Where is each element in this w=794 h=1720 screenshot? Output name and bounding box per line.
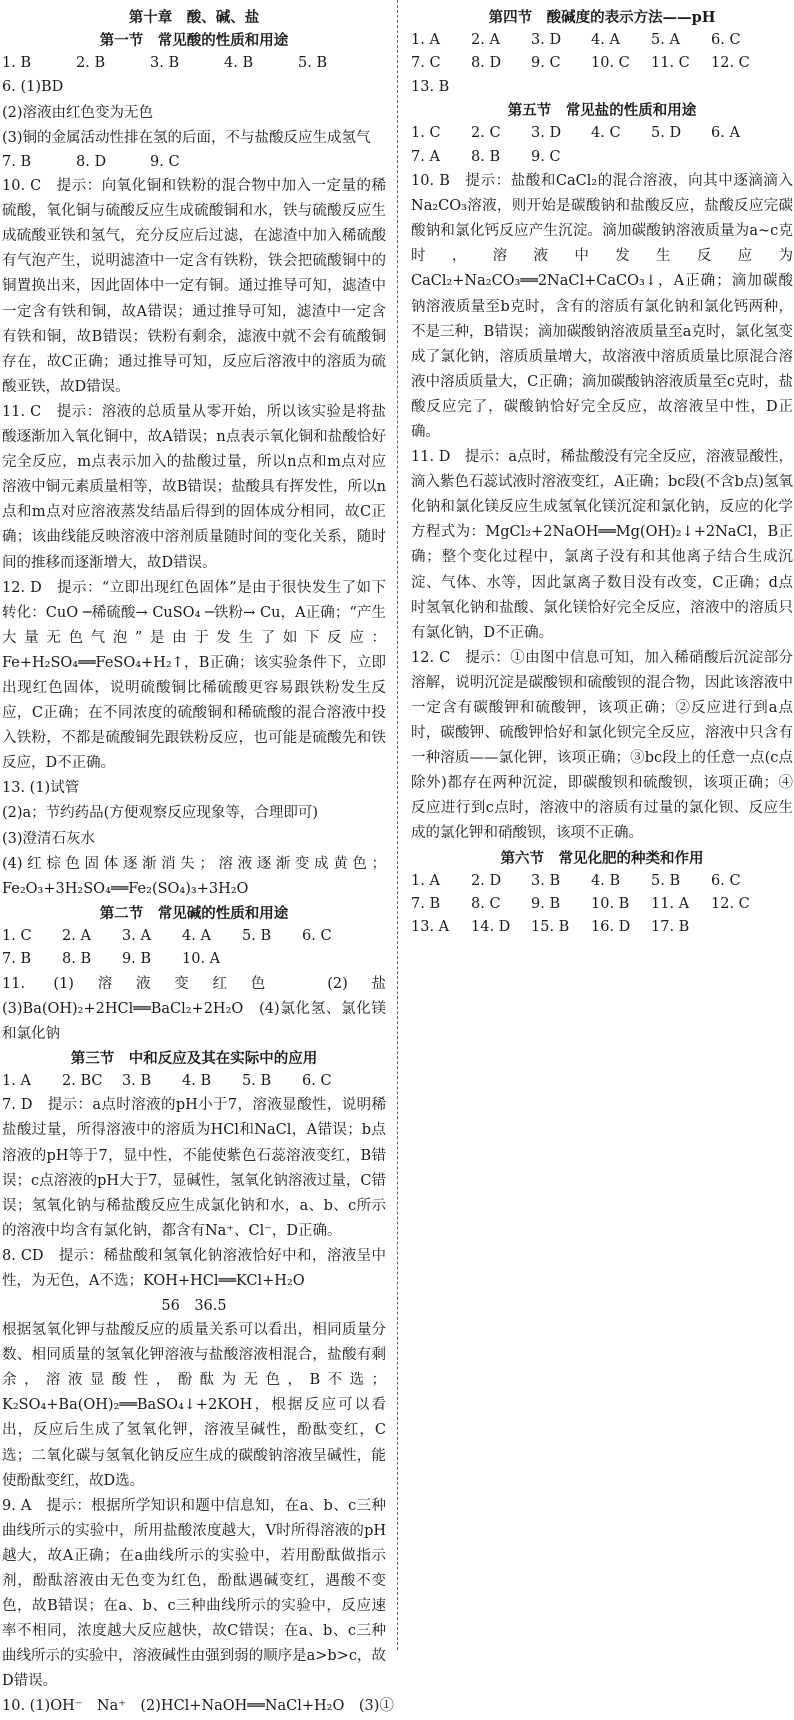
answer-item: 7. B [2,153,32,170]
answer-row [411,52,793,75]
answer-row [411,29,793,52]
answer-item: 9. B [122,951,152,968]
answer-item: 6. C [711,872,741,889]
answer-line: 6. (1)BD [2,79,64,96]
formula-mass-line: 56 36.5 [161,1298,227,1315]
section-heading: 第一节 常见酸的性质和用途 [99,32,289,49]
answer-row [411,122,793,145]
answer-item: 7. C [411,55,441,72]
answer-item: 5. B [242,1072,272,1089]
answer-paragraph: 10. B 提示：盐酸和CaCl₂的混合溶液，向其中逐滴滴入Na₂CO₃溶液，则开始是碳酸钠和盐酸反应，盐酸反应完碳酸钠和氯化钙反应产生沉淀。滴加碳酸钠溶液质量为a~c克时，溶液中发生反应为CaCl₂+Na₂CO₃══2NaCl+CaCO₃↓，A正确；滴加碳酸钠溶液质量至b克时，含有的溶质有氯化钠和氯化钙两种，不是三种，B错误；滴加碳酸钠溶液质量至a克时，氯化氢变成了氯化钠，溶质质量增大，故溶液中溶质质量比原混合溶液中溶质质量大，C正确；滴加碳酸钠溶液质量至c克时，盐酸反应完了，碳酸钠恰好完全反应，故溶液呈中性，D正确。 [411,173,793,440]
column-divider [397,0,398,1650]
answer-item: 4. B [182,1072,212,1089]
answer-item: 6. C [302,1072,332,1089]
answer-item: 2. BC [62,1072,103,1089]
answer-item: 1. B [2,55,32,71]
answer-item: 10. B [591,895,630,912]
answer-item: 2. C [471,125,501,142]
answer-item: 2. A [471,32,500,48]
answer-item: 13. A [411,919,450,936]
answer-row [411,146,793,169]
answer-line: (3)澄清石灰水 [2,830,96,847]
answer-item: 15. B [531,919,570,936]
answer-item: 3. B [150,55,180,71]
answer-item: 4. B [224,55,254,71]
answer-paragraph: 10. C 提示：向氧化铜和铁粉的混合物中加入一定量的稀硫酸，氧化铜与硫酸反应生成硫酸铜和水，铁与硫酸反应生成硫酸亚铁和氢气，充分反应后过滤，在滤渣中加入稀硫酸有气泡产生，说明滤渣中一定含有铁粉，铁会把硫酸铜中的铜置换出来，因此固体中一定有铜。通过推导可知，滤渣中一定含有铁和铜，故A错误；通过推导可知，滤渣中一定含有铁和铜，故B错误；铁粉有剩余，滤液中就不会有硫酸铜存在，故C正确；通过推导可知，反应后溶液中的溶质为硫酸亚铁，故D错误。 [2,178,386,395]
answer-paragraph: (4)红棕色固体逐渐消失；溶液逐渐变成黄色；Fe₂O₃+3H₂SO₄══Fe₂(SO₄)₃+3H₂O [2,855,386,897]
answer-item: 2. D [471,872,502,889]
answer-item: 5. D [651,125,682,142]
answer-item: 9. C [531,148,561,165]
answer-paragraph: 11. (1)溶液变红色 (2)盐 (3)Ba(OH)₂+2HCl══BaCl₂+2H₂O (4)氯化氢、氯化镁和氯化钠 [2,975,401,1042]
answer-item: 16. D [591,919,631,936]
answer-item: 1. C [411,125,441,142]
answer-item: 6. A [711,125,740,142]
answer-item: 8. C [471,895,501,912]
section-heading: 第五节 常见盐的性质和用途 [507,102,697,120]
answer-item: 4. B [591,872,621,889]
section-heading: 第二节 常见碱的性质和用途 [99,904,289,922]
left-column [2,6,401,1720]
answer-item: 10. A [182,951,221,968]
answer-item: 8. D [471,55,502,72]
answer-item: 5. B [242,927,272,944]
answer-item: 10. C [591,55,630,72]
answer-item: 4. A [182,927,211,944]
answer-item: 7. B [411,895,441,912]
answer-line: 10. (1)OH⁻ Na⁺ (2)HCl+NaOH══NaCl+H₂O (3)① [2,1698,394,1715]
answer-item: 3. A [122,927,151,944]
answer-item: 1. A [411,872,440,889]
answer-item: 8. D [76,153,107,170]
answer-paragraph: 9. A 提示：根据所学知识和题中信息知，在a、b、c三种曲线所示的实验中，所用盐酸浓度越大，V时所得溶液的pH越大，故A正确；在a曲线所示的实验中，若用酚酞做指示剂，酚酞溶液由无色变为红色，酚酞遇碱变红，遇酸不变色，故B错误；在a、b、c三种曲线所示的实验中，反应速率不相同，浓度越大反应越快，故C错误；在a、b、c三种曲线所示的实验中，溶液碱性由强到弱的顺序是a>b>c，故D错误。 [2,1497,386,1690]
answer-item: 17. B [651,919,690,936]
answer-row [2,948,386,971]
answer-row [411,893,793,916]
answer-item: 2. B [76,55,106,71]
answer-item: 3. B [531,872,561,889]
answer-paragraph: 7. D 提示：a点时溶液的pH小于7，溶液显酸性，说明稀盐酸过量，所得溶液中的溶质为HCl和NaCl，A错误；b点溶液的pH等于7，显中性，不能使紫色石蕊溶液变红，B错误；c点溶液的pH大于7，显碱性，氢氧化钠溶液过量，C错误；氢氧化钠与稀盐酸反应生成氯化钠和水，a、b、c所示的溶液中均含有氯化钠，都含有Na⁺、Cl⁻，D正确。 [2,1097,386,1239]
answer-row [411,76,793,99]
right-column [411,6,793,940]
answer-item: 4. A [591,32,620,48]
answer-item: 9. B [531,895,561,912]
answer-item: 8. B [62,951,92,968]
answer-item: 1. A [411,32,440,48]
answer-item: 5. B [298,55,328,71]
answer-item: 9. C [531,55,561,72]
answer-line: (2)a；节约药品(方便观察反应现象等，合理即可) [2,805,318,822]
answer-paragraph: 8. CD 提示：稀盐酸和氢氧化钠溶液恰好中和，溶液呈中性，为无色，A不选；KOH+HCl══KCl+H₂O [2,1247,386,1289]
answer-item: 12. C [711,55,750,72]
section-heading: 第六节 常见化肥的种类和作用 [500,849,704,867]
answer-item: 6. C [302,927,332,944]
answer-item: 12. C [711,895,750,912]
section-heading: 第四节 酸碱度的表示方法——pH [488,9,716,26]
answer-item: 13. B [411,78,450,95]
answer-paragraph: 11. D 提示：a点时，稀盐酸没有完全反应，溶液显酸性，滴入紫色石蕊试液时溶液变红，A正确；bc段(不含b点)氢氧化钠和氯化镁反应生成氢氧化镁沉淀和氯化钠，反应的化学方程式为：MgCl₂+2NaOH══Mg(OH)₂↓+2NaCl，B正确；整个变化过程中，氯离子没有和其他离子结合生成沉淀、气体、水等，因此氯离子数目没有改变，C正确；d点时氢氧化钠和盐酸、氯化镁恰好完全反应，溶液中的溶质只有氯化钠，D不正确。 [411,449,793,641]
answer-item: 1. C [2,927,32,944]
answer-item: 8. B [471,148,501,165]
answer-paragraph: 12. C 提示：①由图中信息可知，加入稀硝酸后沉淀部分溶解，说明沉淀是碳酸钡和硫酸钡的混合物，因此该溶液中一定含有碳酸钾和硫酸钾，该项正确；②反应进行到a点时，碳酸钾、硫酸钾恰好和氯化钡完全反应，溶液中只含有一种溶质——氯化钾，该项正确；③bc段上的任意一点(c点除外)都存在两种沉淀，即碳酸钡和硫酸钡，该项正确；④反应进行到c点时，溶液中的溶质有过量的氯化钡、反应生成的氯化钾和硝酸钡，该项不正确。 [411,649,793,842]
answer-line: 13. (1)试管 [2,780,80,797]
answer-item: 1. A [2,1072,31,1089]
answer-item: 5. A [651,32,680,48]
answer-item: 5. B [651,872,681,889]
answer-item: 3. D [531,32,562,48]
answer-paragraph: 12. D 提示：“立即出现红色固体”是由于很快发生了如下转化：CuO ─稀硫酸→ CuSO₄ ─铁粉→ Cu，A正确；“产生大量无色气泡”是由于发生了如下反应：Fe+H₂SO₄══FeSO₄+H₂↑，B正确；该实验条件下，立即出现红色固体，说明硫酸铜比稀硫酸更容易跟铁粉发生反应，C正确；在不同浓度的硫酸铜和稀硫酸的混合溶液中投入铁粉，不都是硫酸铜先跟铁粉反应，也可能是硫酸先和铁反应，D不正确。 [2,579,386,772]
answer-paragraph: 11. C 提示：溶液的总质量从零开始，所以该实验是将盐酸逐渐加入氧化铜中，故A错误；n点表示氧化铜和盐酸恰好完全反应，m点表示加入的盐酸过量，所以n点和m点对应溶液中铜元素质量相等，故B错误；盐酸具有挥发性，所以n点和m点对应溶液蒸发结晶后得到的固体成分相同，故C正确；该曲线能反映溶液中溶剂质量随时间的变化关系，随时间的推移而逐渐增大，故D错误。 [2,403,386,571]
answer-item: 7. B [2,951,32,968]
section-heading: 第三节 中和反应及其在实际中的应用 [70,1049,318,1067]
answer-item: 11. A [651,895,690,912]
answer-paragraph: (3)铜的金属活动性排在氢的后面，不与盐酸反应生成氢气 [2,129,371,146]
answer-item: 2. A [62,927,91,944]
answer-row [411,870,793,893]
answer-item: 4. C [591,125,621,142]
section-heading: 第十章 酸、碱、盐 [128,9,260,26]
answer-row [2,151,386,174]
answer-item: 6. C [711,32,741,48]
answer-item: 7. A [411,148,440,165]
answer-item: 3. D [531,125,562,142]
answer-item: 9. C [150,153,180,170]
answer-paragraph: 根据氢氧化钾与盐酸反应的质量关系可以看出，相同质量分数、相同质量的氢氧化钾溶液与盐酸溶液相混合，盐酸有剩余，溶液显酸性，酚酞为无色，B不选；K₂SO₄+Ba(OH)₂══BaSO₄↓+2KOH，根据反应可以看出，反应后生成了氢氧化钾，溶液呈碱性，酚酞变红，C选；二氧化碳与氢氧化钠反应生成的碳酸钠溶液呈碱性，能使酚酞变红，故D选。 [2,1322,386,1489]
answer-row [2,1070,386,1093]
answer-item: 11. C [651,55,690,72]
answer-row [2,925,386,948]
answer-item: 14. D [471,919,511,936]
answer-row [411,916,793,939]
answer-line: (2)溶液由红色变为无色 [2,104,154,121]
answer-row [2,52,386,75]
answer-item: 3. B [122,1072,152,1089]
